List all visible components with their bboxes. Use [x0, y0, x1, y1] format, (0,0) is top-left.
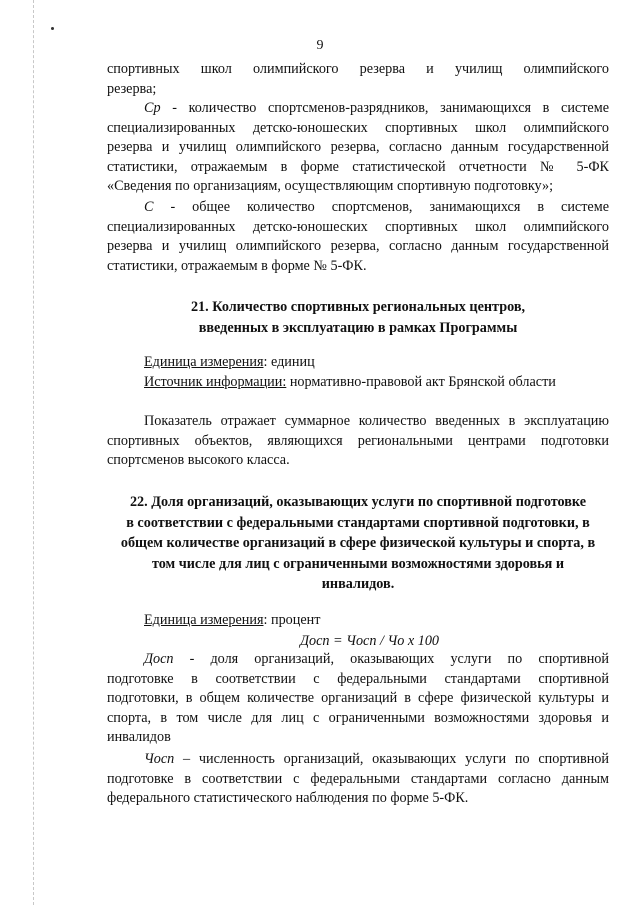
- paragraph-dosp-definition: Досп - доля организаций, оказывающих услуги по спортивной подготовке в соответствии с федеральными стандартами спортивной подготовки, в общем количестве организаций в сфере физической культуры и спорта, в том числе для лиц с ограниченными возможностями здоровья и инвалидов: [107, 651, 609, 746]
- formula: Досп = Чосп / Чо х 100: [300, 633, 440, 649]
- section-21-body: Показатель отражает суммарное количество введенных в эксплуатацию спортивных объектов, являющихся региональными центрами подготовки спортсменов высокого класса.: [107, 413, 609, 469]
- symbol-dosp: Досп: [144, 651, 174, 667]
- section-21-unit: Единица измерения: единиц: [144, 354, 315, 370]
- scan-edge: [33, 0, 35, 905]
- section-22-unit: Единица измерения: процент: [144, 612, 321, 628]
- paragraph-c-definition: С - общее количество спортсменов, занимающихся в системе специализированных детско-юношеских спортивных школ олимпийского резерва и училищ олимпийского резерва, согласно данным государственной статистики, отражаемым в форме № 5-ФК.: [107, 199, 609, 274]
- section-21-source: Источник информации: нормативно-правовой акт Брянской области: [144, 374, 556, 390]
- scan-speck: [51, 27, 54, 30]
- page-number: 9: [316, 38, 324, 53]
- symbol-c: С: [144, 199, 154, 215]
- paragraph-cp-definition: Ср - количество спортсменов-разрядников, занимающихся в системе специализированных детско-юношеских спортивных школ олимпийского резерва и училищ олимпийского резерва, согласно данным государственной статистики, отражаемым в форме статистической отчетности № 5-ФК «Сведения по организациям, осуществляющим спортивную подготовку»;: [107, 100, 609, 195]
- symbol-cp: Ср: [144, 100, 161, 116]
- symbol-chosp: Чосп: [144, 751, 175, 767]
- section-21-heading: 21. Количество спортивных региональных центров, введенных в эксплуатацию в рамках Программы: [190, 299, 526, 336]
- paragraph-continuation: спортивных школ олимпийского резерва и училищ олимпийского резерва;: [107, 61, 609, 97]
- section-22-heading: 22. Доля организаций, оказывающих услуги по спортивной подготовке в соответствии с федеральными стандартами спортивной подготовки, в общем количестве организаций в сфере физической культуры и спорта, в том числе для лиц с ограниченными возможностями здоровья и инвалидов.: [120, 494, 596, 592]
- paragraph-chosp-definition: Чосп – численность организаций, оказывающих услуги по спортивной подготовке в соответствии с федеральными стандартами согласно данным федерального статистического наблюдения по форме 5-ФК.: [107, 751, 609, 807]
